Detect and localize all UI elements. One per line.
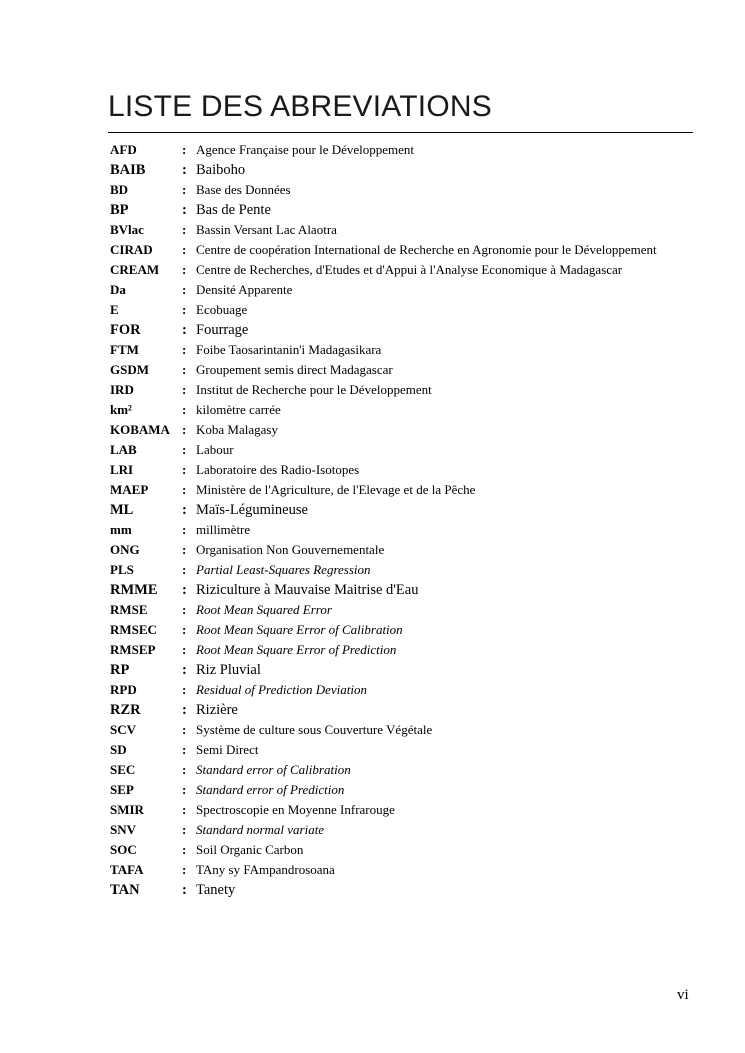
abbreviation-row <box>110 622 710 642</box>
abbreviation-term: AFD <box>110 142 137 157</box>
abbreviation-row <box>110 842 710 862</box>
abbreviation-separator: : <box>182 802 187 817</box>
abbreviation-term: SCV <box>110 722 137 737</box>
abbreviation-term: RP <box>110 662 130 678</box>
abbreviation-row <box>110 562 710 582</box>
abbreviation-definition: Standard error of Prediction <box>196 782 345 797</box>
abbreviation-separator: : <box>182 602 187 617</box>
abbreviation-row <box>110 882 710 902</box>
abbreviation-row <box>110 182 710 202</box>
abbreviation-separator: : <box>182 242 187 257</box>
abbreviation-separator: : <box>182 382 187 397</box>
abbreviation-term: SMIR <box>110 802 144 817</box>
abbreviation-separator: : <box>182 302 187 317</box>
abbreviation-row <box>110 322 710 342</box>
abbreviation-row <box>110 642 710 662</box>
abbreviation-row <box>110 602 710 622</box>
abbreviation-row <box>110 662 710 682</box>
abbreviation-term: RMSE <box>110 602 148 617</box>
abbreviation-term: E <box>110 302 119 317</box>
abbreviation-separator: : <box>182 782 187 797</box>
abbreviation-definition: Fourrage <box>196 322 249 338</box>
abbreviation-term: ONG <box>110 542 140 557</box>
abbreviation-separator: : <box>182 842 187 857</box>
abbreviation-term: ML <box>110 502 134 518</box>
abbreviation-row <box>110 402 710 422</box>
abbreviation-separator: : <box>182 562 187 577</box>
abbreviation-term: CIRAD <box>110 242 153 257</box>
abbreviation-row <box>110 582 710 602</box>
abbreviation-row <box>110 202 710 222</box>
abbreviation-row <box>110 442 710 462</box>
abbreviation-separator: : <box>182 262 187 277</box>
abbreviation-definition: Bassin Versant Lac Alaotra <box>196 222 337 237</box>
abbreviation-definition: Rizière <box>196 702 238 718</box>
abbreviation-definition: Maïs-Légumineuse <box>196 502 308 518</box>
page-title: LISTE DES ABREVIATIONS <box>108 90 492 123</box>
abbreviation-term: TAFA <box>110 862 144 877</box>
abbreviation-row <box>110 342 710 362</box>
abbreviation-term: TAN <box>110 882 140 898</box>
abbreviation-definition: Laboratoire des Radio-Isotopes <box>196 462 360 477</box>
abbreviation-definition: Centre de coopération International de Recherche en Agronomie pour le Développement <box>196 242 657 257</box>
abbreviation-definition: Riziculture à Mauvaise Maitrise d'Eau <box>196 582 419 598</box>
abbreviation-term: km² <box>110 402 132 417</box>
abbreviation-definition: TAny sy FAmpandrosoana <box>196 862 335 877</box>
abbreviation-term: Da <box>110 282 126 297</box>
abbreviation-term: BVlac <box>110 222 144 237</box>
abbreviation-separator: : <box>182 182 187 197</box>
abbreviation-definition: Foibe Taosarintanin'i Madagasikara <box>196 342 382 357</box>
abbreviation-definition: Ecobuage <box>196 302 248 317</box>
abbreviation-separator: : <box>182 282 187 297</box>
abbreviation-row <box>110 162 710 182</box>
abbreviation-separator: : <box>182 322 187 338</box>
abbreviation-separator: : <box>182 402 187 417</box>
abbreviation-term: SNV <box>110 822 137 837</box>
abbreviation-definition: Soil Organic Carbon <box>196 842 304 857</box>
abbreviation-separator: : <box>182 762 187 777</box>
abbreviation-row <box>110 422 710 442</box>
abbreviation-definition: Residual of Prediction Deviation <box>196 682 368 697</box>
abbreviation-definition: Tanety <box>196 882 236 898</box>
abbreviation-term: RMME <box>110 582 158 598</box>
abbreviation-separator: : <box>182 822 187 837</box>
abbreviation-definition: Koba Malagasy <box>196 422 278 437</box>
abbreviation-definition: Semi Direct <box>196 742 259 757</box>
abbreviation-term: BP <box>110 202 129 218</box>
abbreviation-term: KOBAMA <box>110 422 170 437</box>
abbreviation-term: GSDM <box>110 362 149 377</box>
abbreviation-separator: : <box>182 462 187 477</box>
abbreviation-separator: : <box>182 722 187 737</box>
abbreviation-separator: : <box>182 162 187 178</box>
abbreviation-separator: : <box>182 422 187 437</box>
abbreviation-list <box>110 142 710 902</box>
abbreviation-row <box>110 282 710 302</box>
abbreviation-definition: Système de culture sous Couverture Végétale <box>196 722 433 737</box>
abbreviation-term: RMSEC <box>110 622 157 637</box>
title-divider <box>108 132 693 133</box>
abbreviation-separator: : <box>182 662 187 678</box>
abbreviation-definition: Ministère de l'Agriculture, de l'Elevage et de la Pêche <box>196 482 476 497</box>
abbreviation-separator: : <box>182 362 187 377</box>
abbreviation-row <box>110 362 710 382</box>
abbreviation-definition: Centre de Recherches, d'Etudes et d'Appui à l'Analyse Economique à Madagascar <box>196 262 623 277</box>
abbreviation-definition: Bas de Pente <box>196 202 271 218</box>
abbreviation-definition: Densité Apparente <box>196 282 293 297</box>
abbreviation-term: mm <box>110 522 132 537</box>
abbreviation-definition: Agence Française pour le Développement <box>196 142 415 157</box>
abbreviation-row <box>110 382 710 402</box>
abbreviation-separator: : <box>182 522 187 537</box>
abbreviation-separator: : <box>182 502 187 518</box>
abbreviation-definition: Groupement semis direct Madagascar <box>196 362 393 377</box>
abbreviation-separator: : <box>182 202 187 218</box>
abbreviation-definition: Root Mean Squared Error <box>196 602 332 617</box>
abbreviation-term: LRI <box>110 462 134 477</box>
abbreviation-term: FOR <box>110 322 141 338</box>
abbreviation-row <box>110 802 710 822</box>
abbreviation-definition: Root Mean Square Error of Calibration <box>196 622 403 637</box>
abbreviation-row <box>110 242 710 262</box>
abbreviation-row <box>110 462 710 482</box>
abbreviation-row <box>110 722 710 742</box>
abbreviation-separator: : <box>182 142 187 157</box>
abbreviation-row <box>110 482 710 502</box>
abbreviation-row <box>110 682 710 702</box>
abbreviation-definition: Base des Données <box>196 182 291 197</box>
abbreviation-row <box>110 542 710 562</box>
abbreviation-row <box>110 822 710 842</box>
abbreviation-separator: : <box>182 642 187 657</box>
abbreviation-definition: Organisation Non Gouvernementale <box>196 542 385 557</box>
abbreviation-term: RZR <box>110 702 141 718</box>
page-number: vi <box>677 987 689 1003</box>
abbreviation-definition: Spectroscopie en Moyenne Infrarouge <box>196 802 395 817</box>
abbreviation-separator: : <box>182 682 187 697</box>
abbreviation-term: RMSEP <box>110 642 156 657</box>
abbreviation-separator: : <box>182 742 187 757</box>
abbreviation-definition: Institut de Recherche pour le Développement <box>196 382 432 397</box>
abbreviation-separator: : <box>182 582 187 598</box>
abbreviation-separator: : <box>182 342 187 357</box>
abbreviation-term: LAB <box>110 442 137 457</box>
abbreviation-definition: kilomètre carrée <box>196 402 281 417</box>
abbreviation-term: PLS <box>110 562 134 577</box>
abbreviation-term: IRD <box>110 382 134 397</box>
abbreviation-term: SEC <box>110 762 136 777</box>
abbreviation-definition: Baiboho <box>196 162 246 178</box>
abbreviation-separator: : <box>182 702 187 718</box>
abbreviation-row <box>110 862 710 882</box>
abbreviation-separator: : <box>182 222 187 237</box>
abbreviation-row <box>110 762 710 782</box>
abbreviation-definition: Riz Pluvial <box>196 662 261 678</box>
abbreviation-definition: Labour <box>196 442 234 457</box>
abbreviation-separator: : <box>182 862 187 877</box>
abbreviation-separator: : <box>182 442 187 457</box>
abbreviation-definition: Partial Least-Squares Regression <box>196 562 371 577</box>
abbreviation-term: RPD <box>110 682 137 697</box>
abbreviation-term: SEP <box>110 782 134 797</box>
abbreviation-separator: : <box>182 482 187 497</box>
abbreviation-row <box>110 302 710 322</box>
abbreviation-separator: : <box>182 882 187 898</box>
abbreviation-definition: Standard error of Calibration <box>196 762 351 777</box>
abbreviation-term: SD <box>110 742 127 757</box>
abbreviation-term: MAEP <box>110 482 149 497</box>
abbreviation-row <box>110 502 710 522</box>
abbreviation-row <box>110 222 710 242</box>
abbreviation-definition: Root Mean Square Error of Prediction <box>196 642 397 657</box>
abbreviation-row <box>110 522 710 542</box>
abbreviation-term: SOC <box>110 842 137 857</box>
abbreviation-row <box>110 742 710 762</box>
abbreviation-definition: Standard normal variate <box>196 822 325 837</box>
abbreviation-row <box>110 702 710 722</box>
abbreviation-term: BD <box>110 182 129 197</box>
abbreviation-term: CREAM <box>110 262 160 277</box>
abbreviation-term: BAIB <box>110 162 146 178</box>
abbreviation-definition: millimètre <box>196 522 251 537</box>
abbreviation-term: FTM <box>110 342 139 357</box>
abbreviation-separator: : <box>182 542 187 557</box>
abbreviation-row <box>110 782 710 802</box>
abbreviation-row <box>110 262 710 282</box>
abbreviation-row <box>110 142 710 162</box>
abbreviation-separator: : <box>182 622 187 637</box>
